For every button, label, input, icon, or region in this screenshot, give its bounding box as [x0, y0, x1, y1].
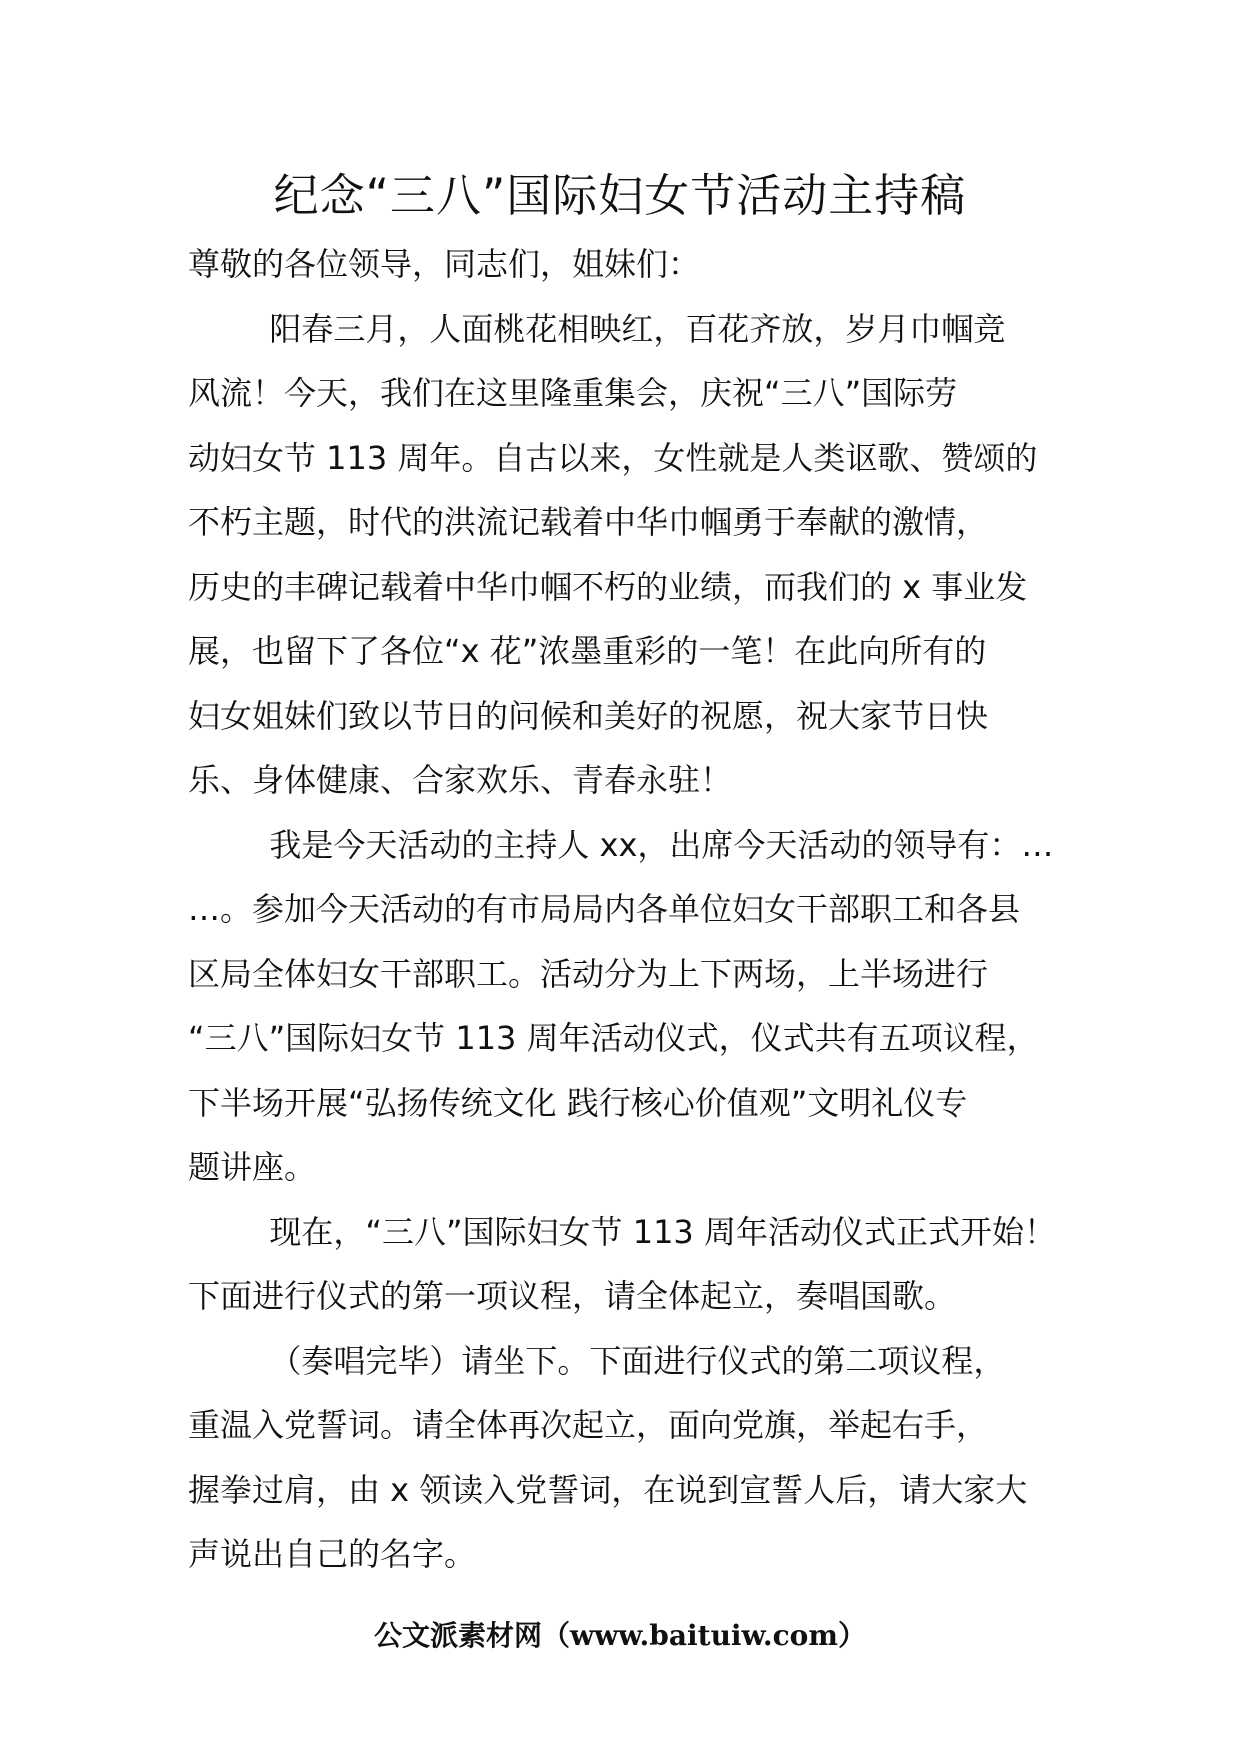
document-title: 纪念“三八”国际妇女节活动主持稿	[273, 169, 967, 222]
body-line: 我是今天活动的主持人 xx，出席今天活动的领导有：…	[188, 825, 1054, 864]
body-line: 重温入党誓词。请全体再次起立，面向党旗，举起右手，	[188, 1406, 989, 1444]
body-line: 风流！今天，我们在这里隆重集会，庆祝“三八”国际劳	[188, 374, 958, 412]
body-line: 题讲座。	[188, 1148, 317, 1186]
body-line: 妇女姐妹们致以节日的问候和美好的祝愿，祝大家节日快	[188, 696, 989, 735]
body-line: 不朽主题，时代的洪流记载着中华巾帼勇于奉献的激情，	[188, 503, 989, 541]
body-line: 乐、身体健康、合家欢乐、青春永驻！	[188, 761, 733, 799]
body-line: 动妇女节 113 周年。自古以来，女性就是人类讴歌、赞颂的	[188, 438, 1038, 477]
body-line: 下半场开展“弘扬传统文化 践行核心价值观”文明礼仪专	[188, 1083, 968, 1122]
body-line: …。参加今天活动的有市局局内各单位妇女干部职工和各县	[188, 890, 1021, 928]
document-body	[188, 232, 1088, 1587]
body-line: 阳春三月，人面桃花相映红，百花齐放，岁月巾帼竞	[188, 309, 1006, 348]
body-line: 历史的丰碑记载着中华巾帼不朽的业绩，而我们的 x 事业发	[188, 567, 1028, 606]
body-line: （奏唱完毕）请坐下。下面进行仪式的第二项议程，	[188, 1341, 1006, 1380]
footer-watermark: 公文派素材网（www.baituiw.com）	[374, 1619, 866, 1652]
body-line: 现在，“三八”国际妇女节 113 周年活动仪式正式开始！	[188, 1212, 1056, 1251]
body-line: 握拳过肩，由 x 领读入党誓词，在说到宣誓人后，请大家大	[188, 1470, 1028, 1509]
body-line: 展，也留下了各位“x 花”浓墨重彩的一笔！在此向所有的	[188, 632, 987, 670]
body-line: 声说出自己的名字。	[188, 1535, 477, 1573]
body-line: 尊敬的各位领导，同志们，姐妹们：	[188, 245, 701, 283]
body-line: 区局全体妇女干部职工。活动分为上下两场，上半场进行	[188, 954, 989, 993]
body-line: “三八”国际妇女节 113 周年活动仪式，仪式共有五项议程，	[188, 1019, 1039, 1057]
body-line: 下面进行仪式的第一项议程，请全体起立，奏唱国歌。	[188, 1277, 957, 1315]
